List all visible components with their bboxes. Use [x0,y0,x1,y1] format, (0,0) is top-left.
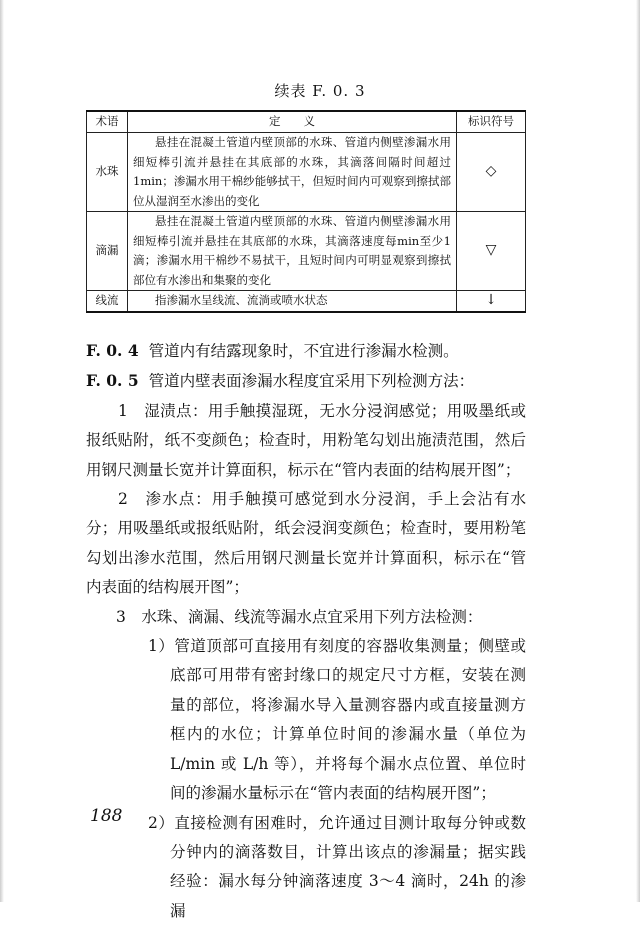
list-item-3: 3 水珠、滴漏、线流等漏水点宜采用下列方法检测： [86,603,526,632]
scan-edge-left [0,0,4,902]
header-definition: 定 义 [128,111,457,133]
table-caption: 续表 F. 0. 3 [0,80,640,101]
sub-item-1: 1）管道顶部可直接用有刻度的容器收集测量；侧壁或底部可用带有密封缘口的规定尺寸方框，安装在测量的部位，将渗漏水导入量测容器内或直接量测方框内的水位；计算单位时间的渗漏水量（单位为 L/min 或 L/h 等），并将每个漏水点位置、单位时间的渗漏水量标示在“管内表面的结构展开图”； [86,632,526,808]
clause-body [86,336,526,926]
definition-cell: 悬挂在混凝土管道内壁顶部的水珠、管道内侧壁渗漏水用细短棒引流并悬挂在其底部的水珠，其滴落间隔时间超过1min；渗漏水用干棉纱能够拭干，但短时间内可观察到擦拭部位从湿润至水渗出的变化 [128,133,457,212]
clause-number: F. 0. 5 [86,371,139,390]
term-cell: 滴漏 [87,212,128,291]
table-header-row [87,111,526,133]
clause-text: 管道内壁表面渗漏水程度宜采用下列检测方法： [149,372,475,390]
term-cell: 水珠 [87,133,128,212]
clause-text: 管道内有结露现象时，不宜进行渗漏水检测。 [149,342,459,360]
term-cell: 线流 [87,291,128,312]
list-item-2: 2 渗水点：用手触摸可感觉到水分浸润，手上会沾有水分；用吸墨纸或报纸贴附，纸会浸润变颜色；检查时，要用粉笔勾划出渗水范围，然后用钢尺测量长宽并计算面积，标示在“管内表面的结构展开图”； [86,485,526,603]
down-arrow-symbol-icon: ↓ [457,291,526,312]
leakage-terms-table [86,110,526,313]
header-symbol: 标识符号 [457,111,526,133]
page-number: 188 [90,806,122,826]
table-row [87,212,526,291]
definition-cell: 悬挂在混凝土管道内壁顶部的水珠、管道内侧壁渗漏水用细短棒引流并悬挂在其底部的水珠，其滴落速度每min至少1滴；渗漏水用干棉纱不易拭干，且短时间内可明显观察到擦拭部位有水渗出和集聚的变化 [128,212,457,291]
header-term: 术语 [87,111,128,133]
list-item-1: 1 湿渍点：用手触摸湿斑，无水分浸润感觉；用吸墨纸或报纸贴附，纸不变颜色；检查时，用粉笔勾划出施渍范围，然后用钢尺测量长宽并计算面积，标示在“管内表面的结构展开图”； [86,397,526,485]
clause-number: F. 0. 4 [86,341,139,360]
triangle-symbol-icon: ▽ [457,212,526,291]
table-row [87,291,526,312]
definition-cell: 指渗漏水呈线流、流淌或喷水状态 [128,291,457,312]
scan-edge-right [636,0,640,902]
diamond-symbol-icon: ◇ [457,133,526,212]
sub-item-2: 2）直接检测有困难时，允许通过目测计取每分钟或数分钟内的滴落数目，计算出该点的渗漏量；据实践经验：漏水每分钟滴落速度 3～4 滴时，24h 的渗漏 [86,809,526,926]
clause-f05 [86,366,526,396]
clause-f04 [86,336,526,366]
table-row [87,133,526,212]
